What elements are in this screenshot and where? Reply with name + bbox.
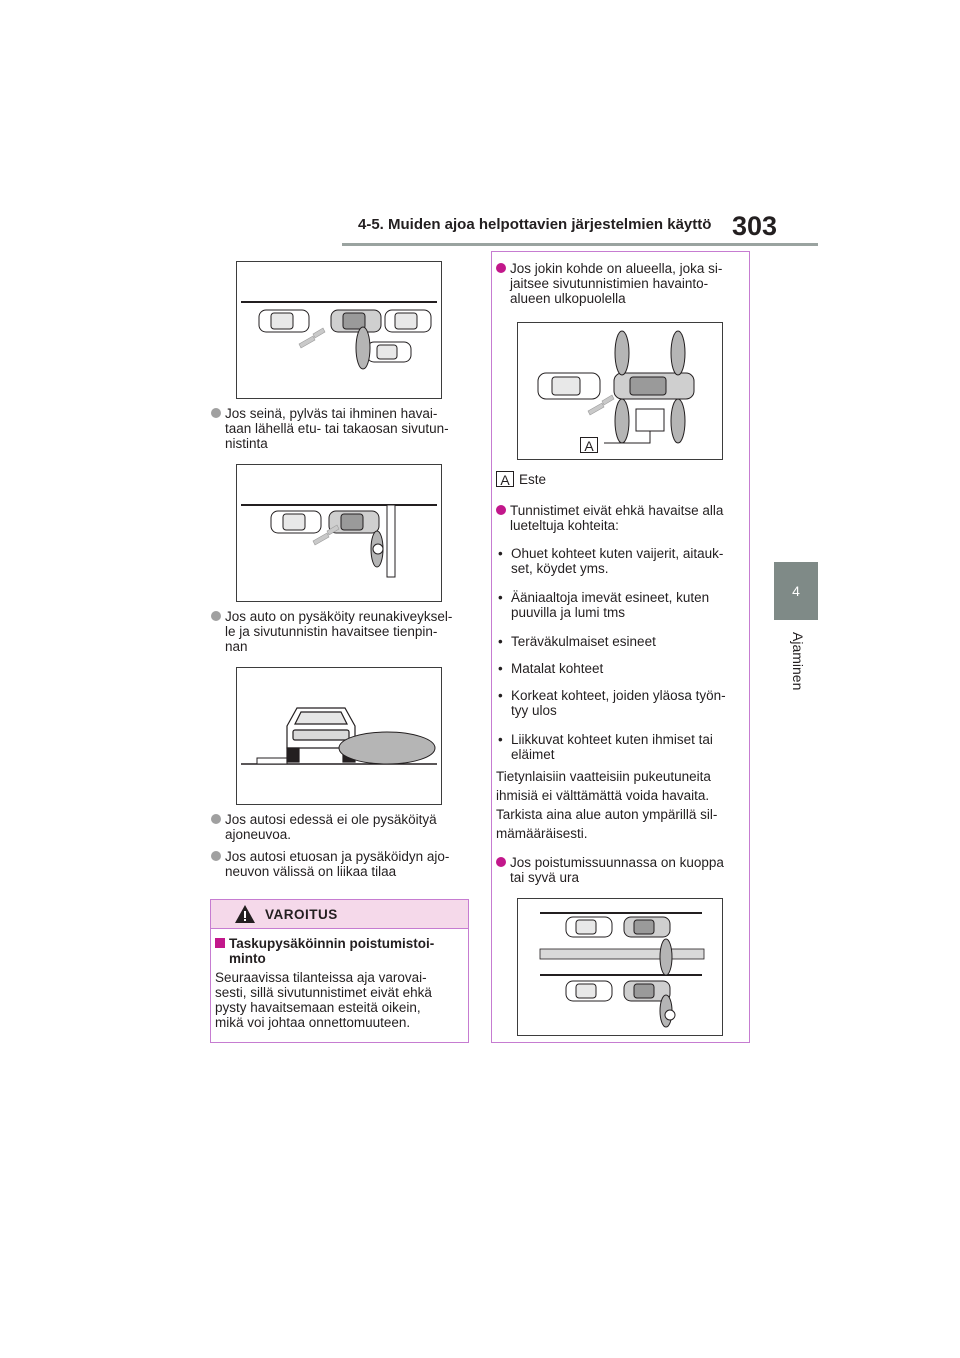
pit-icon <box>665 1010 675 1020</box>
warning-body: Seuraavissa tilanteissa aja varovai- sesti, sillä sivutunnistimet eivät ehkä pysty havaitsemaan esteitä oikein, mikä voi johtaa onnettomuuteen. <box>215 970 432 1030</box>
figure-pit-in-path <box>517 898 723 1036</box>
car-icon <box>614 373 694 399</box>
header-rule <box>342 243 818 246</box>
bullet-dot-icon <box>211 851 221 861</box>
chapter-tab[interactable]: 4 <box>774 562 818 620</box>
bullet-dot-icon <box>496 263 506 273</box>
bullet-no-vehicle-ahead: Jos autosi edessä ei ole pysäköityä ajoneuvoa. <box>211 812 473 842</box>
warning-panel <box>210 899 469 1043</box>
figure-obstacle-outside-range <box>517 322 723 460</box>
obstacle-box <box>636 409 664 431</box>
figure-1-drawing <box>237 262 441 398</box>
car-icon <box>259 310 309 332</box>
warning-title-text: VAROITUS <box>265 907 338 922</box>
bullet-too-much-space: Jos autosi etuosan ja pysäköidyn ajo- neuvon välissä on liikaa tilaa <box>211 849 473 879</box>
bullet-dot-icon <box>496 505 506 515</box>
chapter-label: Ajaminen <box>790 632 806 691</box>
legend-text: Este <box>519 472 547 487</box>
sensor-zone <box>615 331 629 375</box>
bullet-curb-parking: Jos auto on pysäköity reunakiveyksel- le ja sivutunnistin havaitsee tienpin- nan <box>211 609 473 654</box>
rut-strip <box>540 949 704 959</box>
figure-4-drawing <box>518 323 722 459</box>
car-icon <box>566 917 612 937</box>
list-item: • Korkeat kohteet, joiden yläosa työn- tyy ulos <box>498 688 726 718</box>
person-icon <box>373 544 383 554</box>
list-item: • Teräväkulmaiset esineet <box>498 634 656 649</box>
warning-header <box>211 900 468 929</box>
list-item: • Ääniaaltoja imevät esineet, kuten puuvilla ja lumi tms <box>498 590 710 620</box>
bullet-may-not-detect: Tunnistimet eivät ehkä havaitse alla lueteltuja kohteita: <box>496 503 746 533</box>
sensor-zone <box>339 732 435 764</box>
paragraph-line: Tarkista aina alue auton ympärillä sil- <box>496 807 718 822</box>
bullet-dot-icon <box>211 408 221 418</box>
bullet-pit-or-rut: Jos poistumissuunnassa on kuoppa tai syvä ura <box>496 855 746 885</box>
figure-5-drawing <box>518 899 722 1035</box>
bullet-outside-detection: Jos jokin kohde on alueella, joka si- jaitsee sivutunnistimien havainto- alueen ulkopuolella <box>496 261 746 306</box>
car-icon <box>367 342 411 362</box>
paragraph-line: Tietynlaisiin vaatteisiin pukeutuneita <box>496 769 711 784</box>
sensor-zone <box>356 327 370 369</box>
bullet-wall-pole-person: Jos seinä, pylväs tai ihminen havai- taan lähellä etu- tai takaosan sivutun- nistinta <box>211 406 471 451</box>
sensor-zone <box>671 399 685 443</box>
page-number: 303 <box>732 211 778 241</box>
sensor-zone <box>615 399 629 443</box>
bullet-dot-icon <box>496 857 506 867</box>
warning-triangle-icon <box>234 904 256 924</box>
figure-3-drawing <box>237 668 441 804</box>
bullet-dot-icon <box>211 611 221 621</box>
wall-post <box>387 505 395 577</box>
car-icon <box>385 310 431 332</box>
figure-2-drawing <box>237 465 441 601</box>
figure-wall-near-sensor <box>236 464 442 602</box>
car-icon <box>566 981 612 1001</box>
sensor-zone <box>671 331 685 375</box>
figure-parallel-parking-sensors <box>236 261 442 399</box>
warning-subtitle: Taskupysäköinnin poistumistoi- minto <box>215 936 465 966</box>
car-icon <box>331 310 381 332</box>
bullet-dot-icon <box>211 814 221 824</box>
sensor-zone <box>660 939 672 975</box>
car-icon <box>624 917 670 937</box>
list-item: • Matalat kohteet <box>498 661 604 676</box>
section-title: 4-5. Muiden ajoa helpottavien järjestelmien käyttö <box>358 216 712 233</box>
callout-a: A <box>580 437 598 453</box>
paragraph-line: mämääräisesti. <box>496 826 588 841</box>
car-icon <box>271 511 321 533</box>
list-item: • Liikkuvat kohteet kuten ihmiset tai eläimet <box>498 732 713 762</box>
list-item: • Ohuet kohteet kuten vaijerit, aitauk- set, köydet yms. <box>498 546 724 576</box>
car-icon <box>538 373 600 399</box>
curb <box>257 758 287 764</box>
square-bullet-icon <box>215 938 225 948</box>
paragraph-line: ihmisiä ei välttämättä voida havaita. <box>496 788 710 803</box>
figure-curb-detection <box>236 667 442 805</box>
legend-letter-a: A <box>496 471 514 487</box>
